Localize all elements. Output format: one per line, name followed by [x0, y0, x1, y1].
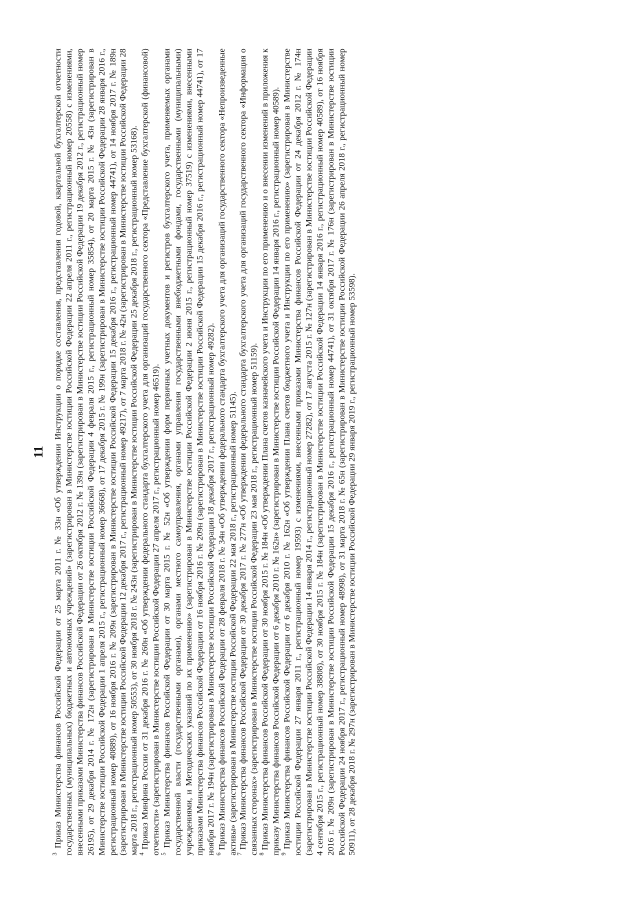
- footnote-6: [216, 49, 238, 856]
- footnote-7: [238, 49, 260, 856]
- page-number: 11: [30, 445, 46, 459]
- footnote-marker: 3: [52, 852, 59, 856]
- footnote-4: [140, 49, 162, 856]
- footnote-text: Приказ Министерства финансов Российской Федерации от 30 ноября 2015 г. № 184н «Об утверждении Плана счетов казначейского учета и Инструкции по его применению и о внесении изменений в приложения к приказу Министерства финансов Российской Федерации от 6 декабря 2010 г. № 162н» (зарегистрирован в Министерстве юстиции Российской Федерации 14 января 2016 г., регистрационный номер 40589).: [259, 48, 281, 856]
- footnote-8: [260, 49, 282, 856]
- document-page: [21, 35, 621, 870]
- footnote-text: Приказ Минфина России от 31 декабря 2016 г. № 260н «Об утверждении федерального стандарта бухгалтерского учета для организаций государственного сектора «Представление бухгалтерской (финансовой) отчетности» (зарегистрирован в Министерстве юстиции Российской Федерации 27 апреля 2017 г., регистрационный номер 46519).: [139, 48, 161, 856]
- footnote-9: [282, 49, 358, 856]
- footnote-marker: 7: [237, 852, 244, 856]
- footnote-text: Приказ Министерства финансов Российской Федерации от 30 марта 2015 г. № 52н «Об утверждении форм первичных учетных документов и регистров бухгалтерского учета, применяемых органами государственной власти (государственными органами), органами местного самоуправления, органами управления государственными внебюджетными фондами, государственными (муниципальными) учреждениями, и Методических указаний по их применению» (зарегистрирован в Министерстве юстиции Российской Федерации 2 июня 2015 г., регистрационный номер 37519) с изменениями, внесенными приказами Министерства финансов Российской Федерации от 16 ноября 2016 г. № 209н (зарегистрирован в Министерстве юстиции Российской Федерации 15 декабря 2016 г., регистрационный номер 44741), от 17 ноября 2017 г. № 194н (зарегистрирован в Министерстве юстиции Российской Федерации 18 декабря 2017 г., регистрационный номер 49282).: [161, 48, 216, 856]
- footnote-marker: 4: [139, 852, 146, 856]
- footnotes: [53, 49, 358, 856]
- footnote-marker: 6: [216, 852, 223, 856]
- footnote-text: Приказ Министерства финансов Российской Федерации от 28 февраля 2018 г. № 34н «Об утверждении федерального стандарта бухгалтерского учета для организаций государственного сектора «Непроизведенные активы» (зарегистрирован в Министерстве юстиции Российской Федерации 22 мая 2018 г., регистрационный номер 51145).: [216, 48, 237, 856]
- footnote-text: Приказ Министерства финансов Российской Федерации от 30 декабря 2017 г. № 277н «Об утверждении федерального стандарта бухгалтерского учета для организаций государственного сектора «Информация о связанных сторонах» (зарегистрирован в Министерстве юстиции Российской Федерации 23 мая 2018 г., регистрационный номер 51159).: [237, 48, 259, 856]
- footnote-marker: 5: [161, 852, 168, 856]
- footnote-text: Приказ Министерства финансов Российской Федерации от 6 декабря 2010 г. № 162н «Об утверждении Плана счетов бюджетного учета и Инструкции по его применению» (зарегистрирован в Министерстве юстиции Российской Федерации 27 января 2011 г., регистрационный номер 19593) с изменениями, внесенными приказами Министерства финансов Российской Федерации от 24 декабря 2012 г. № 174н (зарегистрирован в Министерстве юстиции Российской Федерации 14 января 2014 г., регистрационный номер 27282), от 17 августа 2015 г. № 127н (зарегистрирован в Министерстве юстиции Российской Федерации 4 сентября 2015 г., регистрационный номер 38808), от 30 ноября 2015 г. № 184н (зарегистрирован в Министерстве юстиции Российской Федерации 14 января 2016 г., регистрационный номер 40589), от 16 ноября 2016 г. № 209н (зарегистрирован в Министерстве юстиции Российской Федерации 15 декабря 2016 г., регистрационный номер 44741), от 31 октября 2017 г. № 176н (зарегистрирован в Министерстве юстиции Российской Федерации 24 ноября 2017 г., регистрационный номер 48998), от 31 марта 2018 г. № 65н (зарегистрирован в Министерстве юстиции Российской Федерации 26 апреля 2018 г., регистрационный номер 50911), от 28 декабря 2018 г. № 297н (зарегистрирован в Министерстве юстиции Российской Федерации 29 января 2019 г., регистрационный номер 53598).: [281, 48, 357, 856]
- footnote-marker: 9: [281, 852, 288, 856]
- footnote-5: [162, 49, 217, 856]
- footnote-marker: 8: [259, 852, 266, 856]
- footnote-3: [53, 49, 140, 856]
- footnote-text: Приказ Министерства финансов Российской Федерации от 25 марта 2011 г. № 33н «Об утверждении Инструкции о порядке составления, представления годовой, квартальной бухгалтерской отчетности государственных (муниципальных) бюджетных и автономных учреждений» (зарегистрирован в Министерстве юстиции Российской Федерации 22 апреля 2011 г., регистрационный номер 20558) с изменениями, внесенными приказами Министерства финансов Российской Федерации от 26 октября 2012 г. № 139н (зарегистрирован в Министерстве юстиции Российской Федерации 19 декабря 2012 г., регистрационный номер 26195), от 29 декабря 2014 г. № 172н (зарегистрирован в Министерстве юстиции Российской Федерации 4 февраля 2015 г., регистрационный номер 35854), от 20 марта 2015 г. № 43н (зарегистрирован в Министерстве юстиции Российской Федерации 1 апреля 2015 г., регистрационный номер 36668), от 17 декабря 2015 г. № 199н (зарегистрирован в Министерстве юстиции Российской Федерации 28 января 2016 г., регистрационный номер 40889), от 16 ноября 2016 г. № 209н (зарегистрирован в Министерстве юстиции Российской Федерации 15 декабря 2016 г., регистрационный номер 44741), от 14 ноября 2017 г. № 189н (зарегистрирован в Министерстве юстиции Российской Федерации 12 декабря 2017 г., регистрационный номер 49217), от 7 марта 2018 г. № 42н (зарегистрирован в Министерстве юстиции Российской Федерации 28 марта 2018 г., регистрационный номер 50553), от 30 ноября 2018 г. № 243н (зарегистрирован в Министерстве юстиции Российской Федерации 25 декабря 2018 г., регистрационный номер 53168).: [52, 48, 139, 856]
